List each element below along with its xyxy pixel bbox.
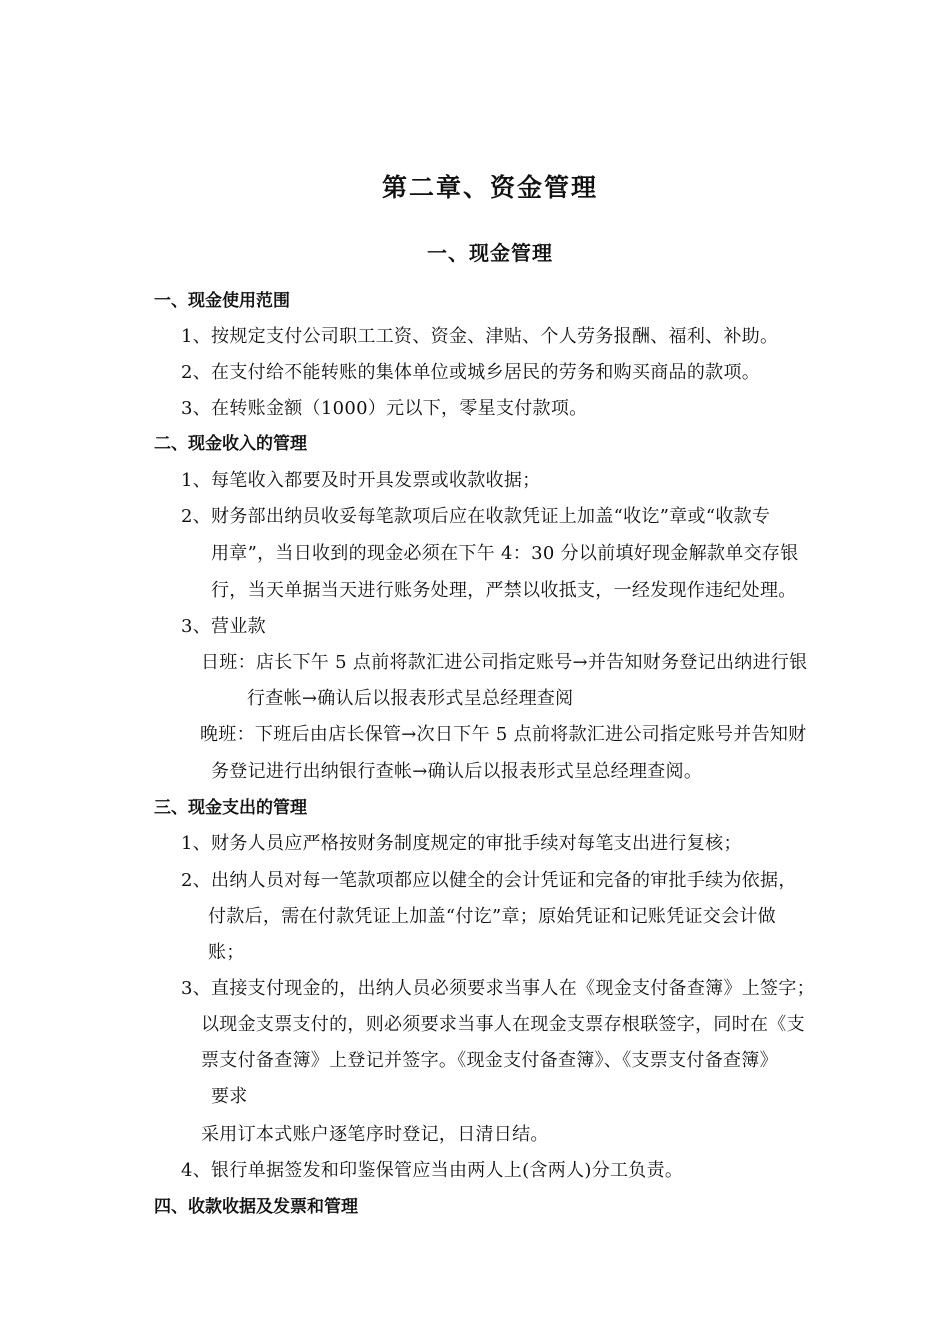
chapter-title: 第二章、资金管理	[381, 173, 598, 202]
paragraph-line: 采用订本式账户逐笔序时登记，日清日结。	[201, 1124, 549, 1145]
paragraph-line: 行，当天单据当天进行账务处理，严禁以收抵支，一经发现作违纪处理。	[211, 580, 797, 601]
paragraph-line: 晚班：下班后由店长保管→次日下午 5 点前将款汇进公司指定账号并告知财	[200, 724, 807, 745]
paragraph-line: 4、银行单据签发和印鉴保管应当由两人上(含两人)分工负责。	[181, 1160, 684, 1181]
paragraph-line: 用章”，当日收到的现金必须在下午 4：30 分以前填好现金解款单交存银	[211, 543, 799, 564]
paragraph-line: 3、在转账金额（1000）元以下，零星支付款项。	[181, 398, 588, 419]
subsection-heading: 三、现金支出的管理	[154, 798, 307, 818]
paragraph-line: 1、每笔收入都要及时开具发票或收款收据；	[181, 470, 541, 491]
subsection-heading: 二、现金收入的管理	[154, 434, 307, 454]
paragraph-line: 1、按规定支付公司职工工资、资金、津贴、个人劳务报酬、福利、补助。	[181, 326, 779, 347]
subsection-heading: 四、收款收据及发票和管理	[154, 1197, 358, 1217]
paragraph-line: 行查帐→确认后以报表形式呈总经理查阅	[247, 688, 574, 709]
paragraph-line: 2、在支付给不能转账的集体单位或城乡居民的劳务和购买商品的款项。	[181, 362, 761, 383]
paragraph-line: 付款后，需在付款凭证上加盖“付讫”章；原始凭证和记账凭证交会计做	[208, 906, 777, 927]
paragraph-line: 1、财务人员应严格按财务制度规定的审批手续对每笔支出进行复核；	[181, 833, 742, 854]
paragraph-line: 票支付备查簿》上登记并签字。《现金支付备查簿》、《支票支付备查簿》	[201, 1050, 778, 1071]
paragraph-line: 3、营业款	[181, 616, 266, 637]
subsection-heading: 一、现金使用范围	[154, 291, 290, 311]
section-title: 一、现金管理	[427, 241, 553, 265]
paragraph-line: 以现金支票支付的，则必须要求当事人在现金支票存根联签字，同时在《支	[201, 1014, 805, 1035]
paragraph-line: 务登记进行出纳银行查帐→确认后以报表形式呈总经理查阅。	[211, 761, 703, 782]
paragraph-line: 2、财务部出纳员收妥每笔款项后应在收款凭证上加盖“收讫”章或“收款专	[181, 506, 771, 527]
paragraph-line: 账；	[208, 942, 245, 963]
paragraph-line: 日班：店长下午 5 点前将款汇进公司指定账号→并告知财务登记出纳进行银	[201, 652, 808, 673]
paragraph-line: 2、出纳人员对每一笔款项都应以健全的会计凭证和完备的审批手续为依据，	[181, 870, 797, 891]
paragraph-line: 3、直接支付现金的，出纳人员必须要求当事人在《现金支付备查簿》上签字；	[181, 978, 815, 999]
paragraph-line: 要求	[211, 1086, 248, 1107]
